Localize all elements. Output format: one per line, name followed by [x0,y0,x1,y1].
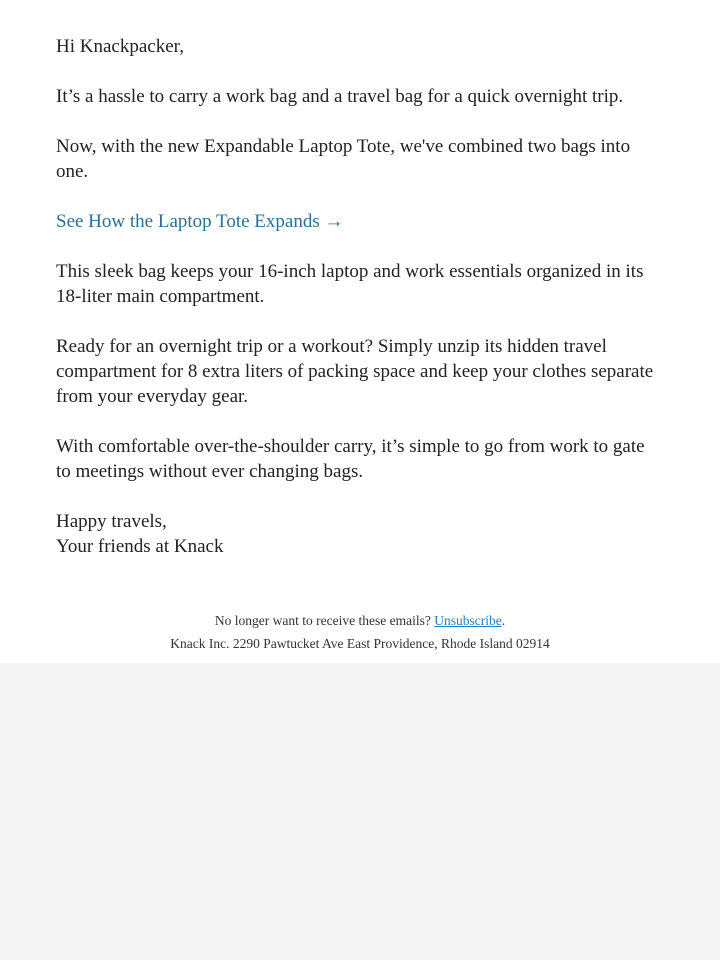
company-address: Knack Inc. 2290 Pawtucket Ave East Providence, Rhode Island 02914 [170,636,550,651]
page-background [0,663,720,960]
signoff-line-1: Happy travels, [56,511,167,532]
see-how-tote-expands-link[interactable]: See How the Laptop Tote Expands → [56,211,344,232]
greeting: Hi Knackpacker, [56,36,184,57]
unsubscribe-prompt: No longer want to receive these emails? [214,613,431,628]
unsubscribe-line [0,609,720,632]
unsubscribe-suffix: . [501,613,506,628]
email-body [56,34,664,559]
unsubscribe-link[interactable]: Unsubscribe [434,613,502,628]
paragraph-intro-tote: Now, with the new Expandable Laptop Tote, we've combined two bags into one. [56,136,631,182]
signoff [56,509,664,559]
email-footer [0,609,720,655]
signoff-line-2: Your friends at Knack [56,536,224,557]
paragraph-travel-compartment: Ready for an overnight trip or a workout? Simply unzip its hidden travel compartment for 8 extra liters of packing space and keep your clothes separate from your everyday gear. [56,336,654,407]
paragraph-shoulder-carry: With comfortable over-the-shoulder carry, it’s simple to go from work to gate to meetings without ever changing bags. [56,436,645,482]
paragraph-hassle: It’s a hassle to carry a work bag and a travel bag for a quick overnight trip. [56,86,624,107]
paragraph-main-compartment: This sleek bag keeps your 16-inch laptop and work essentials organized in its 18-liter main compartment. [56,261,644,307]
